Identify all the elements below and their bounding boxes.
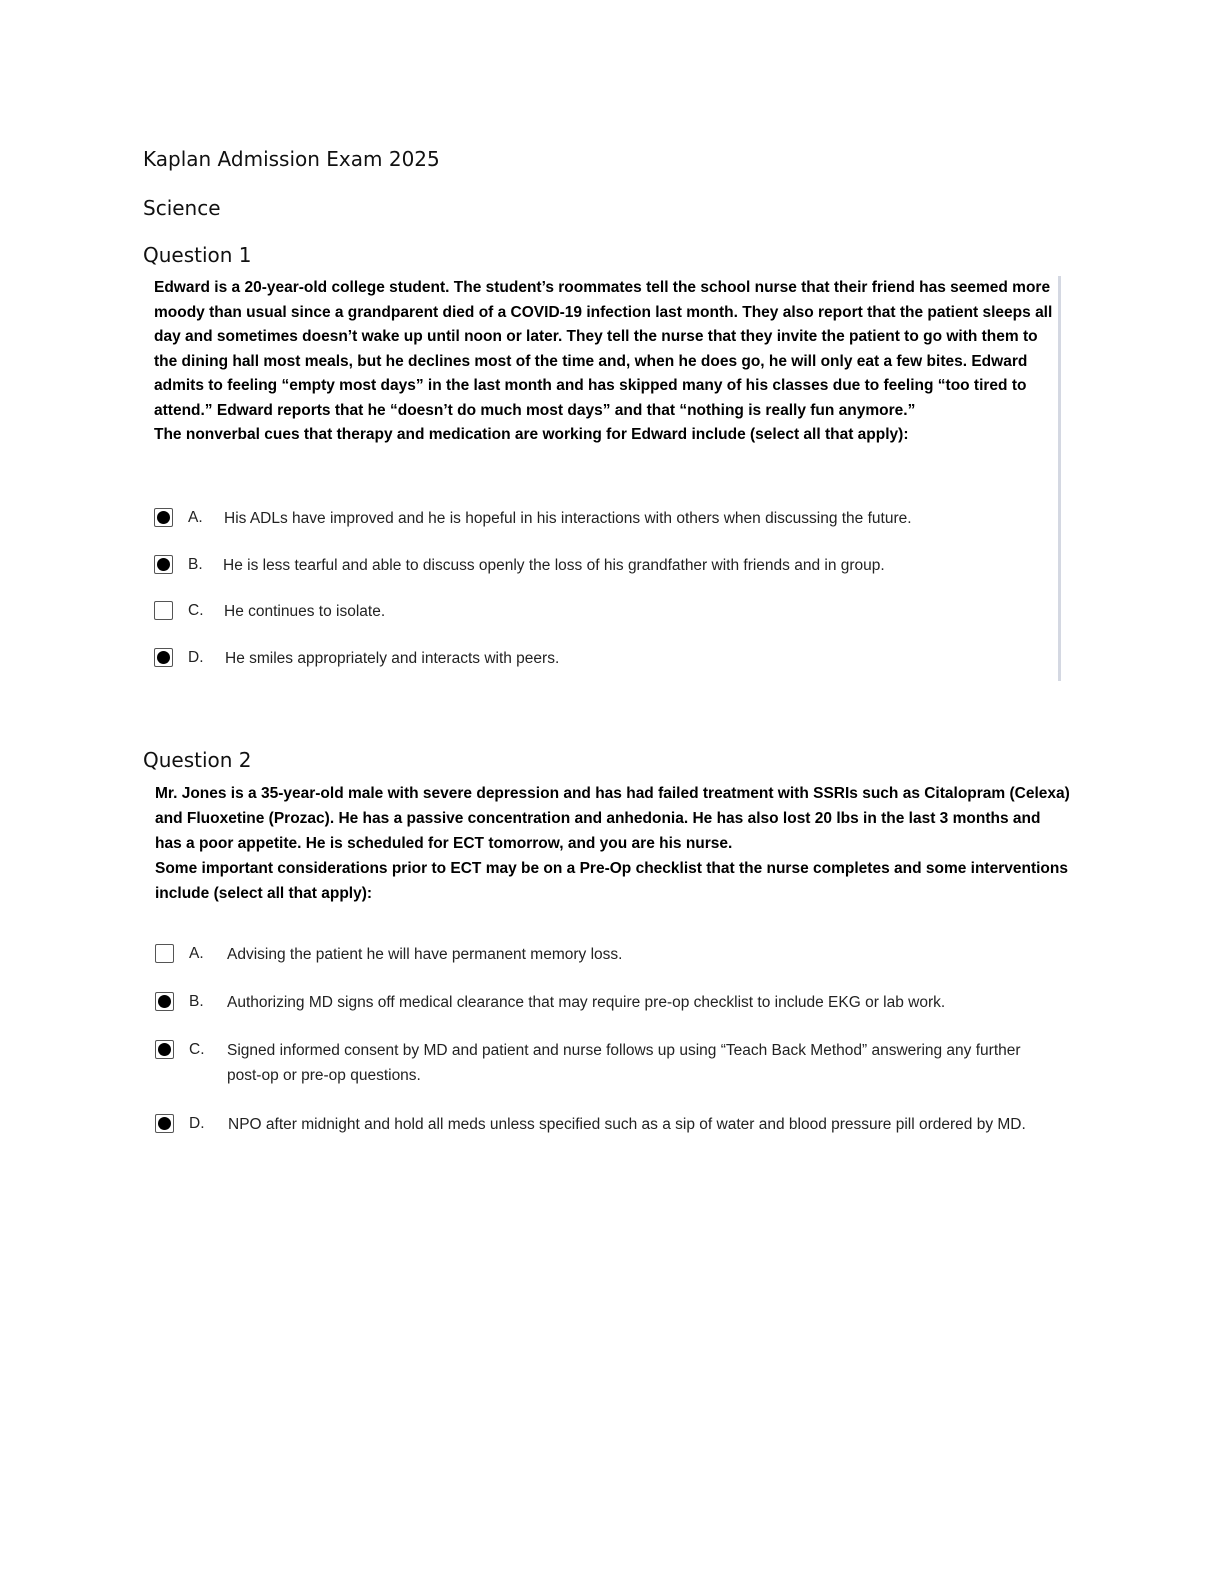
option-letter: C. bbox=[189, 1041, 205, 1058]
option-letter: D. bbox=[188, 649, 204, 666]
question-prompt: Some important considerations prior to ECT may be on a Pre-Op checklist that the nurse completes and some interventions include (select all that apply): bbox=[155, 860, 1068, 902]
option-text: He continues to isolate. bbox=[224, 603, 386, 620]
question-prompt: The nonverbal cues that therapy and medication are working for Edward include (select all that apply): bbox=[154, 426, 909, 443]
option-letter: C. bbox=[188, 602, 204, 619]
checkbox[interactable] bbox=[154, 601, 173, 620]
question-heading: Question 2 bbox=[143, 748, 252, 772]
checkbox[interactable] bbox=[155, 992, 174, 1011]
question-2-panel bbox=[155, 781, 1071, 1133]
option-text: His ADLs have improved and he is hopeful in his interactions with others when discussing the future. bbox=[224, 510, 912, 527]
checkbox[interactable] bbox=[154, 508, 173, 527]
checkbox[interactable] bbox=[154, 648, 173, 667]
option-letter: D. bbox=[189, 1115, 205, 1132]
option-text: He is less tearful and able to discuss openly the loss of his grandfather with friends and in group. bbox=[223, 557, 885, 574]
section-heading: Science bbox=[143, 196, 221, 220]
option-text: Authorizing MD signs off medical clearance that may require pre-op checklist to include EKG or lab work. bbox=[227, 994, 946, 1011]
question-1-panel bbox=[154, 276, 1061, 681]
question-stem: Edward is a 20-year-old college student. The student’s roommates tell the school nurse that their friend has seemed more moody than usual since a grandparent died of a COVID-19 infection last month. They also report that the patient sleeps all day and sometimes doesn’t wake up until noon or later. They tell the nurse that they invite the patient to go with them to the dining hall most meals, but he declines most of the time and, when he does go, he will only eat a few bites. Edward admits to feeling “empty most days” in the last month and has skipped many of his classes due to feeling “too tired to attend.” Edward reports that he “doesn’t do much most days” and that “nothing is really fun anymore.” bbox=[154, 279, 1053, 419]
option-text: He smiles appropriately and interacts with peers. bbox=[225, 650, 560, 667]
option-text: Advising the patient he will have permanent memory loss. bbox=[227, 946, 623, 963]
option-letter: A. bbox=[188, 509, 203, 526]
option-letter: B. bbox=[189, 993, 204, 1010]
checkbox[interactable] bbox=[155, 1114, 174, 1133]
question-stem: Mr. Jones is a 35-year-old male with severe depression and has had failed treatment with SSRIs such as Citalopram (Celexa) and Fluoxetine (Prozac). He has a passive concentration and anhedonia. He has also lost 20 lbs in the last 3 months and has a poor appetite. He is scheduled for ECT tomorrow, and you are his nurse. bbox=[155, 785, 1070, 852]
option-letter: B. bbox=[188, 556, 203, 573]
checkbox[interactable] bbox=[154, 555, 173, 574]
checkbox[interactable] bbox=[155, 1040, 174, 1059]
option-text: Signed informed consent by MD and patient and nurse follows up using “Teach Back Method” answering any further post-op or pre-op questions. bbox=[227, 1042, 1021, 1084]
option-text: NPO after midnight and hold all meds unless specified such as a sip of water and blood pressure pill ordered by MD. bbox=[228, 1116, 1026, 1133]
document-title: Kaplan Admission Exam 2025 bbox=[143, 147, 440, 171]
question-heading: Question 1 bbox=[143, 243, 252, 267]
checkbox[interactable] bbox=[155, 944, 174, 963]
option-letter: A. bbox=[189, 945, 204, 962]
